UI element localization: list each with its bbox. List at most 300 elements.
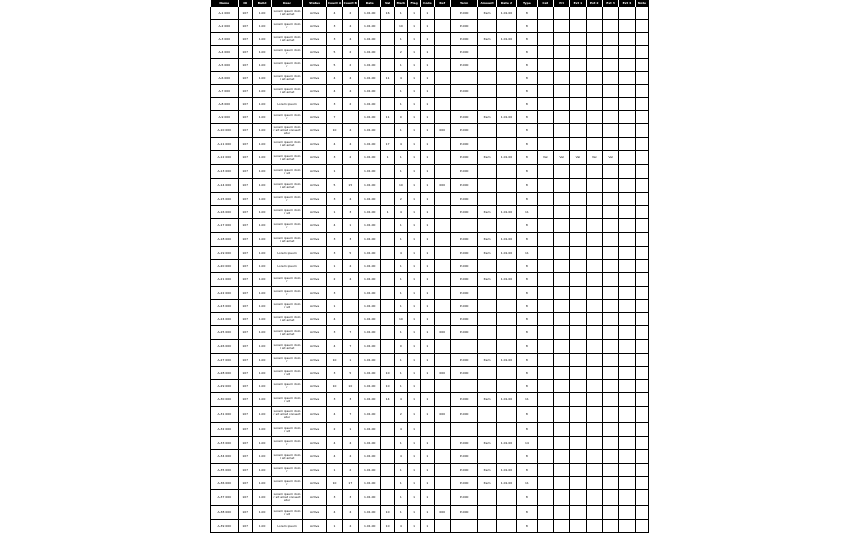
- table-cell[interactable]: 1.01.00: [359, 111, 381, 124]
- table-cell[interactable]: 10: [381, 367, 394, 380]
- table-cell[interactable]: Lorem ipsum dolor: [272, 287, 303, 300]
- table-cell[interactable]: [434, 300, 450, 313]
- table-cell[interactable]: [553, 273, 569, 287]
- table-cell[interactable]: 000: [434, 179, 450, 193]
- table-cell[interactable]: [434, 138, 450, 151]
- table-cell[interactable]: [537, 407, 553, 423]
- table-cell[interactable]: 1: [407, 273, 420, 287]
- table-cell[interactable]: [570, 380, 586, 393]
- table-cell[interactable]: P-000: [450, 393, 478, 407]
- table-cell[interactable]: 1.00: [252, 437, 271, 450]
- table-cell[interactable]: Lorem ipsum dolor sit: [272, 393, 303, 407]
- table-cell[interactable]: 1: [394, 151, 407, 165]
- table-cell[interactable]: Val: [586, 151, 602, 165]
- table-cell[interactable]: 000: [434, 326, 450, 340]
- table-cell[interactable]: 8: [517, 464, 537, 477]
- table-cell[interactable]: [381, 287, 394, 300]
- table-cell[interactable]: [570, 490, 586, 506]
- table-cell[interactable]: 1: [421, 20, 434, 33]
- table-cell[interactable]: [496, 20, 516, 33]
- table-cell[interactable]: 107: [238, 354, 252, 367]
- table-cell[interactable]: [537, 98, 553, 111]
- table-cell[interactable]: [619, 407, 635, 423]
- table-cell[interactable]: [619, 98, 635, 111]
- table-cell[interactable]: [537, 326, 553, 340]
- table-cell[interactable]: [434, 464, 450, 477]
- table-cell[interactable]: [553, 233, 569, 247]
- table-cell[interactable]: 4: [394, 72, 407, 85]
- table-cell[interactable]: P-000: [450, 273, 478, 287]
- table-cell[interactable]: Item: [478, 7, 496, 20]
- table-cell[interactable]: 1.01.00: [359, 20, 381, 33]
- table-cell[interactable]: [434, 520, 450, 533]
- table-cell[interactable]: 1: [327, 520, 342, 533]
- table-cell[interactable]: 1: [421, 273, 434, 287]
- table-cell[interactable]: [570, 247, 586, 260]
- table-cell[interactable]: [342, 165, 358, 179]
- table-cell[interactable]: [570, 20, 586, 33]
- table-cell[interactable]: A-6 000: [211, 72, 239, 85]
- table-cell[interactable]: [434, 219, 450, 233]
- table-cell[interactable]: [619, 367, 635, 380]
- table-cell[interactable]: [553, 287, 569, 300]
- table-cell[interactable]: [602, 340, 618, 354]
- table-cell[interactable]: 8: [517, 85, 537, 98]
- table-row[interactable]: [211, 233, 649, 247]
- table-cell[interactable]: Lorem ipsum dolor sit amet: [272, 85, 303, 98]
- table-cell[interactable]: Active: [302, 423, 327, 437]
- table-cell[interactable]: 1: [407, 354, 420, 367]
- table-cell[interactable]: 107: [238, 219, 252, 233]
- table-cell[interactable]: [602, 124, 618, 138]
- column-header[interactable]: Amount: [478, 0, 496, 7]
- table-cell[interactable]: 8: [517, 506, 537, 520]
- table-cell[interactable]: 1: [407, 520, 420, 533]
- table-cell[interactable]: Lorem ipsum: [272, 98, 303, 111]
- table-cell[interactable]: [450, 72, 478, 85]
- table-cell[interactable]: 3: [327, 151, 342, 165]
- table-cell[interactable]: Lorem ipsum dolor sit amet: [272, 138, 303, 151]
- table-cell[interactable]: 1: [327, 464, 342, 477]
- table-cell[interactable]: Active: [302, 450, 327, 464]
- table-cell[interactable]: 1: [421, 313, 434, 326]
- table-cell[interactable]: 2: [342, 151, 358, 165]
- table-cell[interactable]: A-2 000: [211, 20, 239, 33]
- table-cell[interactable]: [602, 380, 618, 393]
- table-cell[interactable]: Lorem ipsum dolor sit amet: [272, 340, 303, 354]
- table-cell[interactable]: 10: [381, 380, 394, 393]
- table-cell[interactable]: [619, 165, 635, 179]
- table-cell[interactable]: [586, 506, 602, 520]
- table-cell[interactable]: [434, 490, 450, 506]
- table-cell[interactable]: 8: [517, 151, 537, 165]
- table-cell[interactable]: 107: [238, 380, 252, 393]
- table-cell[interactable]: [602, 464, 618, 477]
- table-cell[interactable]: [635, 138, 648, 151]
- table-cell[interactable]: [619, 437, 635, 450]
- column-header[interactable]: Date: [359, 0, 381, 7]
- table-cell[interactable]: A-5 000: [211, 59, 239, 72]
- table-cell[interactable]: [635, 506, 648, 520]
- table-cell[interactable]: [619, 179, 635, 193]
- table-cell[interactable]: 1.00: [252, 450, 271, 464]
- table-row[interactable]: [211, 407, 649, 423]
- table-cell[interactable]: Active: [302, 407, 327, 423]
- table-cell[interactable]: 1.00: [252, 111, 271, 124]
- table-cell[interactable]: 1.00: [252, 33, 271, 46]
- table-cell[interactable]: 3: [327, 393, 342, 407]
- table-cell[interactable]: [602, 477, 618, 490]
- table-cell[interactable]: 10: [327, 477, 342, 490]
- table-cell[interactable]: [450, 423, 478, 437]
- table-cell[interactable]: 1: [327, 300, 342, 313]
- table-cell[interactable]: 1: [407, 464, 420, 477]
- table-cell[interactable]: 1: [407, 393, 420, 407]
- table-cell[interactable]: Active: [302, 206, 327, 219]
- table-cell[interactable]: Lorem ipsum dolor sit: [272, 300, 303, 313]
- table-cell[interactable]: [537, 354, 553, 367]
- table-cell[interactable]: [635, 33, 648, 46]
- table-cell[interactable]: [635, 313, 648, 326]
- table-cell[interactable]: 1.01.00: [359, 98, 381, 111]
- table-cell[interactable]: Lorem ipsum dolor sit: [272, 423, 303, 437]
- table-cell[interactable]: 1.01.00: [359, 59, 381, 72]
- table-cell[interactable]: 1.00: [252, 490, 271, 506]
- table-cell[interactable]: [586, 98, 602, 111]
- table-cell[interactable]: [570, 59, 586, 72]
- table-cell[interactable]: 8: [517, 407, 537, 423]
- table-cell[interactable]: [570, 219, 586, 233]
- table-cell[interactable]: P-000: [450, 193, 478, 206]
- table-cell[interactable]: 1.00: [252, 46, 271, 59]
- table-cell[interactable]: [553, 437, 569, 450]
- table-cell[interactable]: 4: [394, 247, 407, 260]
- table-cell[interactable]: 2: [342, 46, 358, 59]
- table-row[interactable]: [211, 437, 649, 450]
- table-cell[interactable]: Active: [302, 260, 327, 273]
- table-cell[interactable]: 1: [407, 233, 420, 247]
- table-cell[interactable]: 1.00: [252, 520, 271, 533]
- table-cell[interactable]: [381, 33, 394, 46]
- table-cell[interactable]: [635, 273, 648, 287]
- table-cell[interactable]: 1: [394, 7, 407, 20]
- table-cell[interactable]: 1: [407, 151, 420, 165]
- table-cell[interactable]: 4: [342, 506, 358, 520]
- table-cell[interactable]: 107: [238, 193, 252, 206]
- table-cell[interactable]: [570, 407, 586, 423]
- table-cell[interactable]: 1: [394, 437, 407, 450]
- table-cell[interactable]: P-000: [450, 490, 478, 506]
- table-cell[interactable]: 10: [381, 520, 394, 533]
- table-cell[interactable]: 1: [342, 219, 358, 233]
- table-cell[interactable]: 1: [421, 33, 434, 46]
- table-cell[interactable]: [570, 138, 586, 151]
- table-cell[interactable]: 8: [517, 193, 537, 206]
- table-cell[interactable]: 1.01.00: [359, 247, 381, 260]
- table-cell[interactable]: 1.01.00: [359, 367, 381, 380]
- table-cell[interactable]: Active: [302, 85, 327, 98]
- table-cell[interactable]: 1.00: [252, 506, 271, 520]
- table-cell[interactable]: [553, 193, 569, 206]
- table-cell[interactable]: Item: [478, 477, 496, 490]
- table-cell[interactable]: 2: [342, 59, 358, 72]
- table-cell[interactable]: 11: [517, 206, 537, 219]
- table-cell[interactable]: [434, 46, 450, 59]
- table-cell[interactable]: [553, 380, 569, 393]
- table-cell[interactable]: 1: [394, 33, 407, 46]
- table-cell[interactable]: [381, 273, 394, 287]
- table-cell[interactable]: 107: [238, 138, 252, 151]
- table-cell[interactable]: 1.01.00: [359, 206, 381, 219]
- table-row[interactable]: [211, 287, 649, 300]
- table-cell[interactable]: 1: [421, 520, 434, 533]
- table-cell[interactable]: [570, 477, 586, 490]
- table-cell[interactable]: [450, 219, 478, 233]
- table-cell[interactable]: 1.01.00: [496, 273, 516, 287]
- table-cell[interactable]: [496, 490, 516, 506]
- table-cell[interactable]: [434, 313, 450, 326]
- table-cell[interactable]: [553, 59, 569, 72]
- table-cell[interactable]: 0: [394, 340, 407, 354]
- table-cell[interactable]: [478, 367, 496, 380]
- table-cell[interactable]: [635, 20, 648, 33]
- table-cell[interactable]: Active: [302, 287, 327, 300]
- table-cell[interactable]: [602, 300, 618, 313]
- table-cell[interactable]: [537, 340, 553, 354]
- table-cell[interactable]: [553, 423, 569, 437]
- table-cell[interactable]: [434, 233, 450, 247]
- table-cell[interactable]: 4: [327, 313, 342, 326]
- table-cell[interactable]: [570, 165, 586, 179]
- table-cell[interactable]: Lorem ipsum dolor: [272, 273, 303, 287]
- table-cell[interactable]: [381, 98, 394, 111]
- table-cell[interactable]: 1: [394, 380, 407, 393]
- table-cell[interactable]: [586, 260, 602, 273]
- table-cell[interactable]: 107: [238, 179, 252, 193]
- table-cell[interactable]: 000: [434, 367, 450, 380]
- table-cell[interactable]: P-000: [450, 437, 478, 450]
- table-cell[interactable]: [478, 300, 496, 313]
- column-header[interactable]: Code: [421, 0, 434, 7]
- table-cell[interactable]: 8: [517, 179, 537, 193]
- table-cell[interactable]: Lorem ipsum dolor: [272, 46, 303, 59]
- table-cell[interactable]: 4: [394, 206, 407, 219]
- table-cell[interactable]: 1.00: [252, 20, 271, 33]
- table-cell[interactable]: [496, 326, 516, 340]
- table-cell[interactable]: 1: [421, 247, 434, 260]
- table-cell[interactable]: 1.01.00: [359, 273, 381, 287]
- table-cell[interactable]: 107: [238, 206, 252, 219]
- table-cell[interactable]: [635, 219, 648, 233]
- table-cell[interactable]: [553, 98, 569, 111]
- table-cell[interactable]: [553, 138, 569, 151]
- table-cell[interactable]: [478, 124, 496, 138]
- table-cell[interactable]: 4: [327, 138, 342, 151]
- table-cell[interactable]: 1: [407, 450, 420, 464]
- table-cell[interactable]: 1: [407, 59, 420, 72]
- table-cell[interactable]: 1.00: [252, 193, 271, 206]
- table-cell[interactable]: [478, 340, 496, 354]
- table-cell[interactable]: 1.00: [252, 313, 271, 326]
- table-cell[interactable]: 8: [517, 490, 537, 506]
- table-cell[interactable]: [619, 151, 635, 165]
- table-cell[interactable]: 1: [407, 260, 420, 273]
- table-cell[interactable]: A-32 000: [211, 423, 239, 437]
- table-cell[interactable]: 10: [327, 380, 342, 393]
- table-cell[interactable]: 14: [381, 393, 394, 407]
- table-cell[interactable]: [586, 407, 602, 423]
- table-cell[interactable]: 4: [342, 20, 358, 33]
- table-row[interactable]: [211, 111, 649, 124]
- table-cell[interactable]: 1: [421, 490, 434, 506]
- table-cell[interactable]: [586, 450, 602, 464]
- table-cell[interactable]: 1.00: [252, 423, 271, 437]
- table-cell[interactable]: 1: [327, 260, 342, 273]
- table-cell[interactable]: 1: [407, 506, 420, 520]
- table-cell[interactable]: 8: [517, 520, 537, 533]
- table-cell[interactable]: 107: [238, 287, 252, 300]
- table-cell[interactable]: [602, 313, 618, 326]
- table-cell[interactable]: [602, 46, 618, 59]
- table-cell[interactable]: 5: [342, 247, 358, 260]
- table-cell[interactable]: P-000: [450, 165, 478, 179]
- table-cell[interactable]: [570, 326, 586, 340]
- table-cell[interactable]: 000: [434, 124, 450, 138]
- table-cell[interactable]: P-000: [450, 33, 478, 46]
- table-cell[interactable]: Val: [553, 151, 569, 165]
- table-cell[interactable]: 1.00: [252, 72, 271, 85]
- table-cell[interactable]: 1: [421, 300, 434, 313]
- table-cell[interactable]: [635, 477, 648, 490]
- table-cell[interactable]: [381, 437, 394, 450]
- table-cell[interactable]: [602, 393, 618, 407]
- table-row[interactable]: [211, 151, 649, 165]
- table-cell[interactable]: 1: [407, 247, 420, 260]
- table-cell[interactable]: P-000: [450, 111, 478, 124]
- table-cell[interactable]: Active: [302, 59, 327, 72]
- table-cell[interactable]: 1: [407, 380, 420, 393]
- table-cell[interactable]: 1.00: [252, 354, 271, 367]
- table-cell[interactable]: Active: [302, 20, 327, 33]
- table-cell[interactable]: Lorem ipsum dolor: [272, 477, 303, 490]
- table-cell[interactable]: 4: [327, 7, 342, 20]
- table-cell[interactable]: [553, 247, 569, 260]
- table-cell[interactable]: Lorem ipsum dolor: [272, 193, 303, 206]
- table-cell[interactable]: [553, 340, 569, 354]
- table-cell[interactable]: [619, 450, 635, 464]
- table-cell[interactable]: 1: [394, 326, 407, 340]
- table-cell[interactable]: 107: [238, 33, 252, 46]
- table-cell[interactable]: Active: [302, 464, 327, 477]
- table-cell[interactable]: [537, 450, 553, 464]
- table-cell[interactable]: P-000: [450, 287, 478, 300]
- table-cell[interactable]: [381, 450, 394, 464]
- table-cell[interactable]: Active: [302, 193, 327, 206]
- table-cell[interactable]: 107: [238, 111, 252, 124]
- table-cell[interactable]: [570, 124, 586, 138]
- table-cell[interactable]: 1: [394, 477, 407, 490]
- table-cell[interactable]: A-34 000: [211, 450, 239, 464]
- table-cell[interactable]: Active: [302, 477, 327, 490]
- table-cell[interactable]: [496, 179, 516, 193]
- table-cell[interactable]: 4: [342, 85, 358, 98]
- table-cell[interactable]: [434, 380, 450, 393]
- table-cell[interactable]: [553, 477, 569, 490]
- table-cell[interactable]: [619, 326, 635, 340]
- table-cell[interactable]: [478, 72, 496, 85]
- table-cell[interactable]: [602, 450, 618, 464]
- table-cell[interactable]: [602, 138, 618, 151]
- table-cell[interactable]: [553, 367, 569, 380]
- table-cell[interactable]: [570, 233, 586, 247]
- table-cell[interactable]: [586, 464, 602, 477]
- table-row[interactable]: [211, 179, 649, 193]
- table-row[interactable]: [211, 193, 649, 206]
- table-cell[interactable]: [570, 206, 586, 219]
- table-cell[interactable]: [434, 151, 450, 165]
- table-cell[interactable]: [537, 367, 553, 380]
- table-cell[interactable]: 000: [434, 407, 450, 423]
- table-cell[interactable]: [635, 450, 648, 464]
- table-cell[interactable]: [586, 287, 602, 300]
- table-cell[interactable]: [619, 59, 635, 72]
- table-cell[interactable]: [602, 98, 618, 111]
- table-cell[interactable]: [537, 233, 553, 247]
- column-header[interactable]: Val: [381, 0, 394, 7]
- table-cell[interactable]: [619, 193, 635, 206]
- table-cell[interactable]: 1: [407, 33, 420, 46]
- table-cell[interactable]: [381, 179, 394, 193]
- table-cell[interactable]: [553, 354, 569, 367]
- table-cell[interactable]: 8: [517, 326, 537, 340]
- table-cell[interactable]: [570, 98, 586, 111]
- table-cell[interactable]: [496, 287, 516, 300]
- table-cell[interactable]: Lorem ipsum dolor: [272, 380, 303, 393]
- table-cell[interactable]: 1: [407, 287, 420, 300]
- table-cell[interactable]: 5: [327, 59, 342, 72]
- table-cell[interactable]: 5: [327, 46, 342, 59]
- table-cell[interactable]: Active: [302, 380, 327, 393]
- table-row[interactable]: [211, 520, 649, 533]
- table-cell[interactable]: Active: [302, 138, 327, 151]
- table-cell[interactable]: P-000: [450, 407, 478, 423]
- table-cell[interactable]: A-33 000: [211, 437, 239, 450]
- table-cell[interactable]: Lorem ipsum dolor sit amet: [272, 179, 303, 193]
- table-cell[interactable]: 107: [238, 313, 252, 326]
- table-cell[interactable]: [381, 193, 394, 206]
- table-cell[interactable]: [635, 72, 648, 85]
- table-cell[interactable]: A-25 000: [211, 326, 239, 340]
- table-cell[interactable]: P-000: [450, 46, 478, 59]
- table-cell[interactable]: [586, 233, 602, 247]
- table-cell[interactable]: [602, 354, 618, 367]
- table-cell[interactable]: [586, 367, 602, 380]
- table-cell[interactable]: [381, 340, 394, 354]
- table-cell[interactable]: 2: [342, 98, 358, 111]
- table-cell[interactable]: 0: [394, 111, 407, 124]
- table-cell[interactable]: P-000: [450, 138, 478, 151]
- table-cell[interactable]: 8: [517, 423, 537, 437]
- table-cell[interactable]: [602, 111, 618, 124]
- table-cell[interactable]: 7: [342, 326, 358, 340]
- table-row[interactable]: [211, 367, 649, 380]
- table-cell[interactable]: 107: [238, 151, 252, 165]
- table-cell[interactable]: 1.01.00: [359, 300, 381, 313]
- table-cell[interactable]: [635, 151, 648, 165]
- table-row[interactable]: [211, 506, 649, 520]
- table-cell[interactable]: [586, 165, 602, 179]
- table-cell[interactable]: [381, 490, 394, 506]
